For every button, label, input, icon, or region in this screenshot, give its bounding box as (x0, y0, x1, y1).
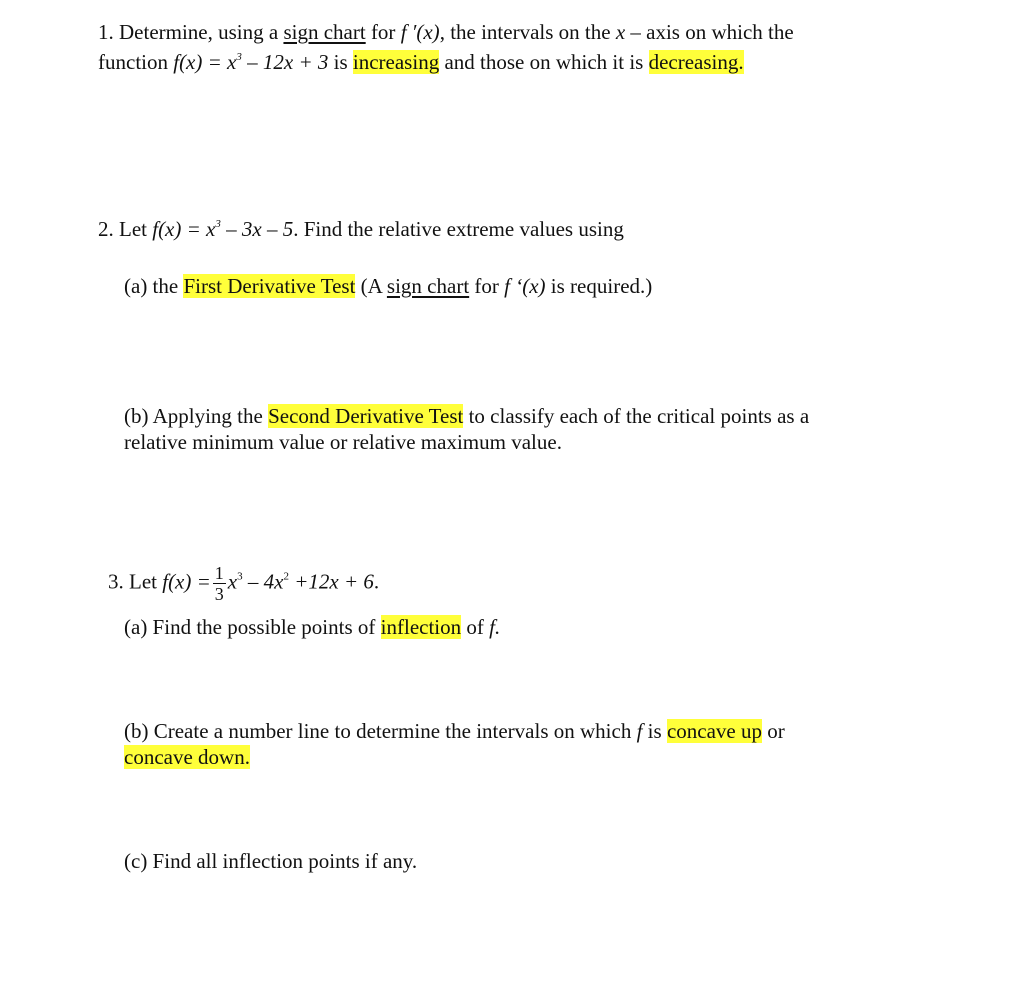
question-2-intro: 2. Let $f(x) = x^3 - 3x - 5$. Find the relative extreme values using (98, 217, 624, 241)
question-3b: (b) Create a number line to determine the intervals on which f is concave up or concave down. (124, 719, 785, 769)
highlight-inflection: inflection (380, 615, 462, 639)
q1-line-2: function $f(x) = x^3 - 12x + 3$ is increasing and those on which it is decreasing. (98, 50, 744, 74)
f-prime-notation: f ′(x) (400, 20, 440, 44)
q1-function: $f(x) = x^3 - 12x + 3$ (173, 50, 329, 74)
highlight-concave-down: concave down. (124, 745, 250, 769)
highlight-concave-up: concave up (666, 719, 762, 743)
question-1 (98, 17, 794, 77)
one-third-fraction: $\frac{1}{3}$ (214, 563, 224, 604)
q2-function: $f(x) = x^3 - 3x - 5$ (152, 217, 294, 241)
question-2b: (b) Applying the Second Derivative Test to classify each of the critical points as a relative minimum value or relative maximum value. (124, 404, 810, 454)
highlight-first-derivative-test: First Derivative Test (183, 274, 356, 298)
question-2a: (a) the First Derivative Test (A sign chart for f ‘(x) is required.) (124, 274, 653, 298)
sign-chart-term: sign chart (386, 274, 470, 298)
question-3-intro: 3. Let f(x) = $\frac{1}{3}$ $x^3 - 4x^2 +12x + 6$. (108, 563, 380, 604)
sign-chart-term: sign chart (283, 20, 366, 44)
q1-line-1: 1. Determine, using a sign chart for f ′(x), the intervals on the x – axis on which the (98, 20, 794, 44)
question-3a: (a) Find the possible points of inflection of f. (124, 615, 501, 639)
highlight-decreasing: decreasing. (648, 50, 744, 74)
f-prime-notation: f ‘(x) (504, 274, 546, 298)
highlight-second-derivative-test: Second Derivative Test (268, 404, 464, 428)
question-3c: (c) Find all inflection points if any. (124, 849, 418, 873)
highlight-increasing: increasing (352, 50, 440, 74)
